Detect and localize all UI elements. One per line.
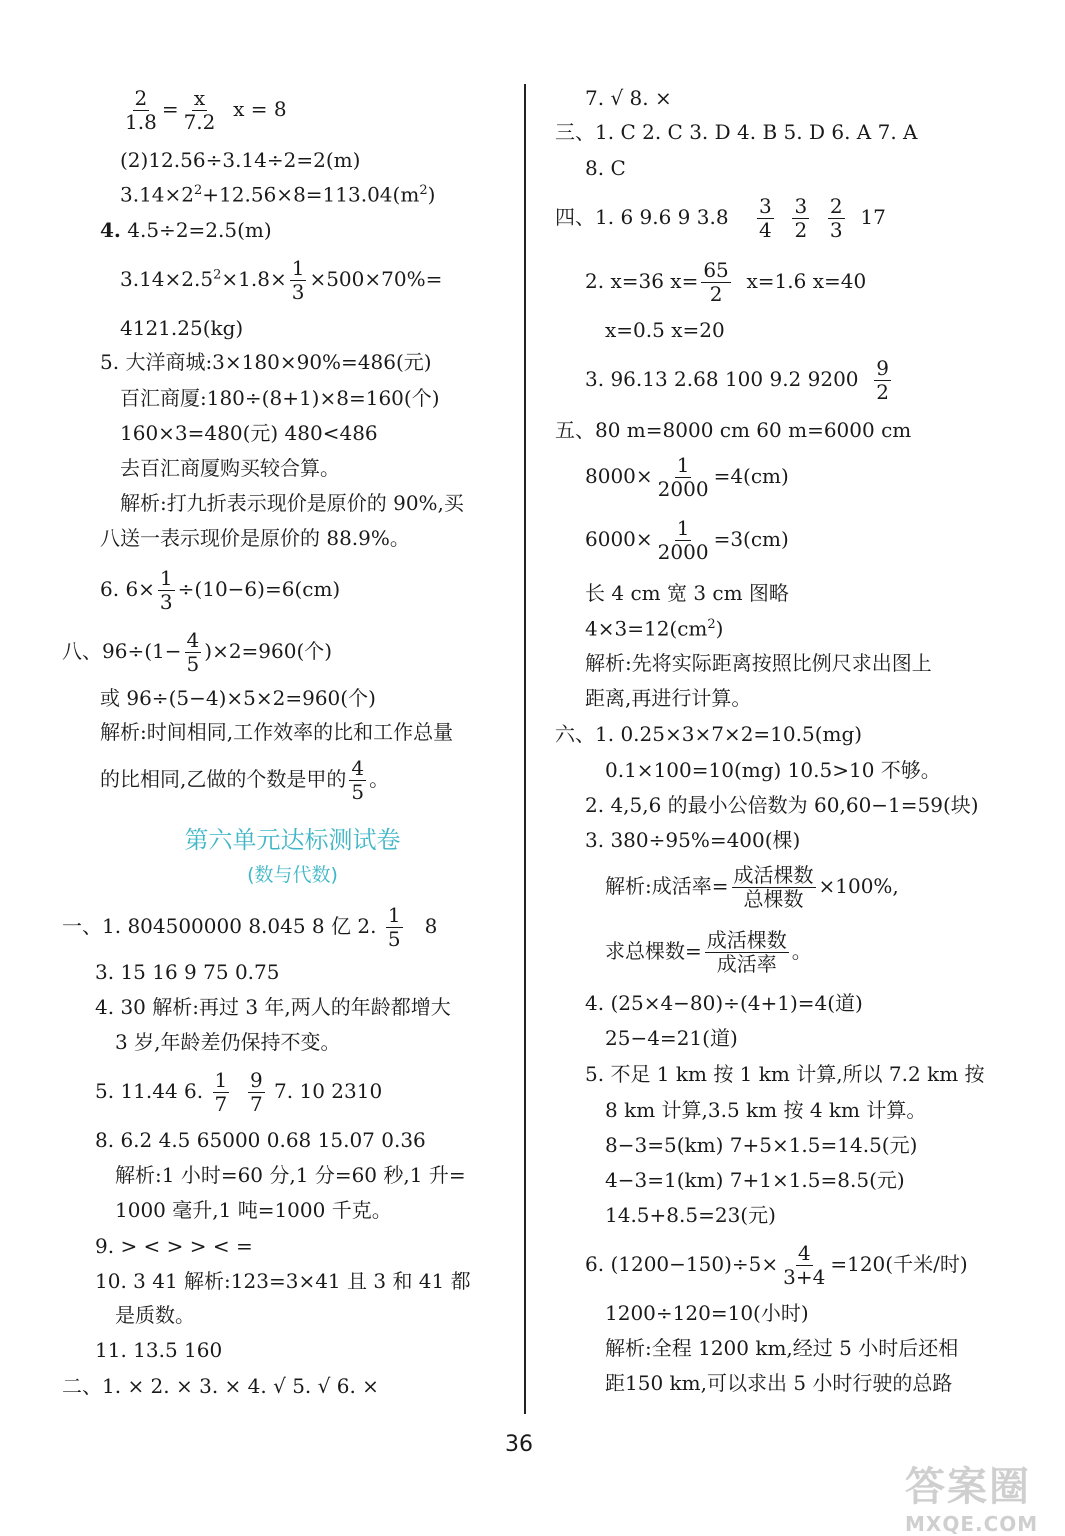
analysis-line: 解析:1 小时=60 分,1 分=60 秒,1 升= [115, 1163, 466, 1187]
fraction: $\frac{4}{3+4}$ [783, 1241, 826, 1289]
answer-line: 8 km 计算,3.5 km 按 4 km 计算。 [605, 1098, 927, 1122]
answer-line: 5. 不足 1 km 按 1 km 计算,所以 7.2 km 按 [585, 1062, 985, 1086]
answer-line: 4−3=1(km) 7+1×1.5=8.5(元) [605, 1168, 905, 1192]
answer-line: $3.14\times 2.5^2\times 1.8\times$ $\frac{1}{3}$ ×500×70%= [120, 256, 443, 304]
answer-line: 是质数。 [115, 1303, 195, 1327]
answer-line: 2. x=36 x= $\frac{65}{2}$ x=1.6 x=40 [585, 258, 867, 306]
answer-line: 6. 6× $\frac{1}{3}$ ÷(10−6)=6(cm) [100, 566, 341, 614]
answer-line: 14.5+8.5=23(元) [605, 1203, 776, 1227]
fraction: $\frac{9}{2}$ [876, 356, 889, 404]
eq-line-1: $\frac{2}{1.8}$ = $\frac{x}{7.2}$ x = 8 [125, 86, 287, 134]
answer-line: 2. 4,5,6 的最小公倍数为 60,60−1=59(块) [585, 793, 979, 817]
fraction: $\frac{1}{7}$ [214, 1068, 228, 1116]
answer-line: $3.14\times 2^2+12.56\times 8=113.04(m^2)$ [120, 182, 436, 207]
analysis-line: 八送一表示现价是原价的 88.9%。 [100, 526, 410, 550]
answer-line: (2)12.56÷3.14÷2=2(m) [120, 148, 361, 172]
answer-line: 6000× $\frac{1}{2000}$ =3(cm) [585, 516, 789, 564]
answer-line: 11. 13.5 160 [95, 1338, 223, 1362]
analysis-line: 距150 km,可以求出 5 小时行驶的总路 [605, 1371, 953, 1395]
watermark-url: MXQE.COM [905, 1512, 1039, 1536]
answer-line: 一、1. 804500000 8.045 8 亿 2. $\frac{1}{5}$ 8 [62, 903, 438, 951]
analysis-line: 1000 毫升,1 吨=1000 千克。 [115, 1198, 392, 1222]
fraction: $\frac{1}{2000}$ [657, 516, 709, 564]
answer-line: 五、80 m=8000 cm 60 m=6000 cm [555, 418, 912, 442]
analysis-line: 解析:先将实际距离按照比例尺求出图上 [585, 651, 932, 675]
watermark-text: 答案圈 [905, 1464, 1031, 1510]
answer-line: 4. 30 解析:再过 3 年,两人的年龄都增大 [95, 995, 451, 1019]
answer-line: 去百汇商厦购买较合算。 [120, 456, 340, 480]
fraction: $\frac{65}{2}$ [703, 258, 729, 306]
answer-line: 3. 15 16 9 75 0.75 [95, 960, 280, 984]
answer-line: 160×3=480(元) 480<486 [120, 421, 378, 445]
fraction: $\frac{1}{3}$ [159, 566, 173, 614]
analysis-line: 解析:全程 1200 km,经过 5 小时后还相 [605, 1336, 959, 1360]
analysis-line: 距离,再进行计算。 [585, 686, 752, 710]
analysis-line: 解析:成活率= $\frac{\text{成活棵数}}{\text{总棵数}}$ ×100%, [605, 863, 899, 911]
answer-line: 百汇商厦:180÷(8+1)×8=160(个) [120, 386, 440, 410]
watermark-logo [905, 1455, 1055, 1536]
answer-line: 8000× $\frac{1}{2000}$ =4(cm) [585, 453, 789, 501]
analysis-line: 求总棵数= $\frac{\text{成活棵数}}{\text{成活率}}$ 。 [605, 928, 812, 976]
fraction: $\frac{1}{3}$ [291, 256, 305, 304]
fraction: $\frac{3}{2}$ [794, 194, 808, 242]
answer-line: 四、1. 6 9.6 9 3.8 $\frac{3}{4}$ $\frac{3}{2}$ $\frac{2}{3}$ 17 [555, 194, 886, 242]
section-title: 第六单元达标测试卷 [184, 826, 401, 854]
answer-line: 8−3=5(km) 7+5×1.5=14.5(元) [605, 1133, 918, 1157]
answer-line: 10. 3 41 解析:123=3×41 且 3 和 41 都 [95, 1269, 471, 1293]
section-subtitle: (数与代数) [247, 864, 338, 886]
answer-line: $4\times 3=12(cm^2)$ [585, 616, 724, 641]
page-number: 36 [505, 1432, 533, 1457]
answer-line: 5. 大洋商城:3×180×90%=486(元) [100, 350, 432, 374]
answer-line: 25−4=21(道) [605, 1026, 738, 1050]
answer-line: 或 96÷(5−4)×5×2=960(个) [100, 686, 376, 710]
fraction: $\frac{x}{7.2}$ [183, 86, 216, 134]
answer-line: 1200÷120=10(小时) [605, 1301, 809, 1325]
answer-line: 4121.25(kg) [120, 316, 244, 340]
answer-line: 八、96÷(1− $\frac{4}{5}$ )×2=960(个) [62, 628, 333, 676]
fraction: $\frac{9}{7}$ [249, 1068, 263, 1116]
analysis-line: 解析:时间相同,工作效率的比和工作总量 [100, 720, 454, 744]
answer-line: 3 岁,年龄差仍保持不变。 [115, 1030, 341, 1054]
fraction: $\frac{2}{1.8}$ [125, 86, 157, 134]
fraction: $\frac{1}{5}$ [387, 903, 401, 951]
answer-line: 0.1×100=10(mg) 10.5>10 不够。 [605, 758, 941, 782]
analysis-line: 解析:打九折表示现价是原价的 90%,买 [120, 491, 464, 515]
answer-line: 三、1. C 2. C 3. D 4. B 5. D 6. A 7. A [555, 120, 918, 144]
answer-line: 长 4 cm 宽 3 cm 图略 [585, 581, 789, 605]
answer-line: 7. √ 8. × [585, 86, 672, 110]
fraction: $\frac{4}{5}$ [186, 628, 200, 676]
answer-line: 8. 6.2 4.5 65000 0.68 15.07 0.36 [95, 1128, 426, 1152]
answer-line: 4. 4.5÷2=2.5(m) [100, 218, 272, 242]
answer-line: 3. 380÷95%=400(棵) [585, 828, 801, 852]
answer-line: x=0.5 x=20 [605, 318, 725, 342]
answer-line: 8. C [585, 156, 626, 180]
fraction: $\frac{4}{5}$ [351, 756, 365, 804]
analysis-line: 的比相同,乙做的个数是甲的 $\frac{4}{5}$ 。 [100, 756, 390, 804]
answer-line: 二、1. × 2. × 3. × 4. √ 5. √ 6. × [62, 1374, 379, 1398]
fraction: $\frac{3}{4}$ [759, 194, 772, 242]
answer-line: 4. (25×4−80)÷(4+1)=4(道) [585, 991, 863, 1015]
fraction: $\frac{1}{2000}$ [657, 453, 709, 501]
answer-line: 六、1. 0.25×3×7×2=10.5(mg) [555, 722, 863, 746]
answer-line: 5. 11.44 6. $\frac{1}{7}$ $\frac{9}{7}$ 7. 10 2310 [95, 1068, 383, 1116]
fraction: $\frac{\text{成活棵数}}{\text{总棵数}}$ [733, 863, 814, 911]
fraction: $\frac{\text{成活棵数}}{\text{成活率}}$ [706, 928, 787, 976]
answer-line: 3. 96.13 2.68 100 9.2 9200 $\frac{9}{2}$ [585, 356, 889, 404]
fraction: $\frac{2}{3}$ [829, 194, 843, 242]
answer-line: 6. (1200−150)÷5× $\frac{4}{3+4}$ =120(千米/时) [585, 1241, 968, 1289]
column-divider [524, 84, 526, 1414]
answer-line: 9. > < > > < = [95, 1234, 253, 1258]
